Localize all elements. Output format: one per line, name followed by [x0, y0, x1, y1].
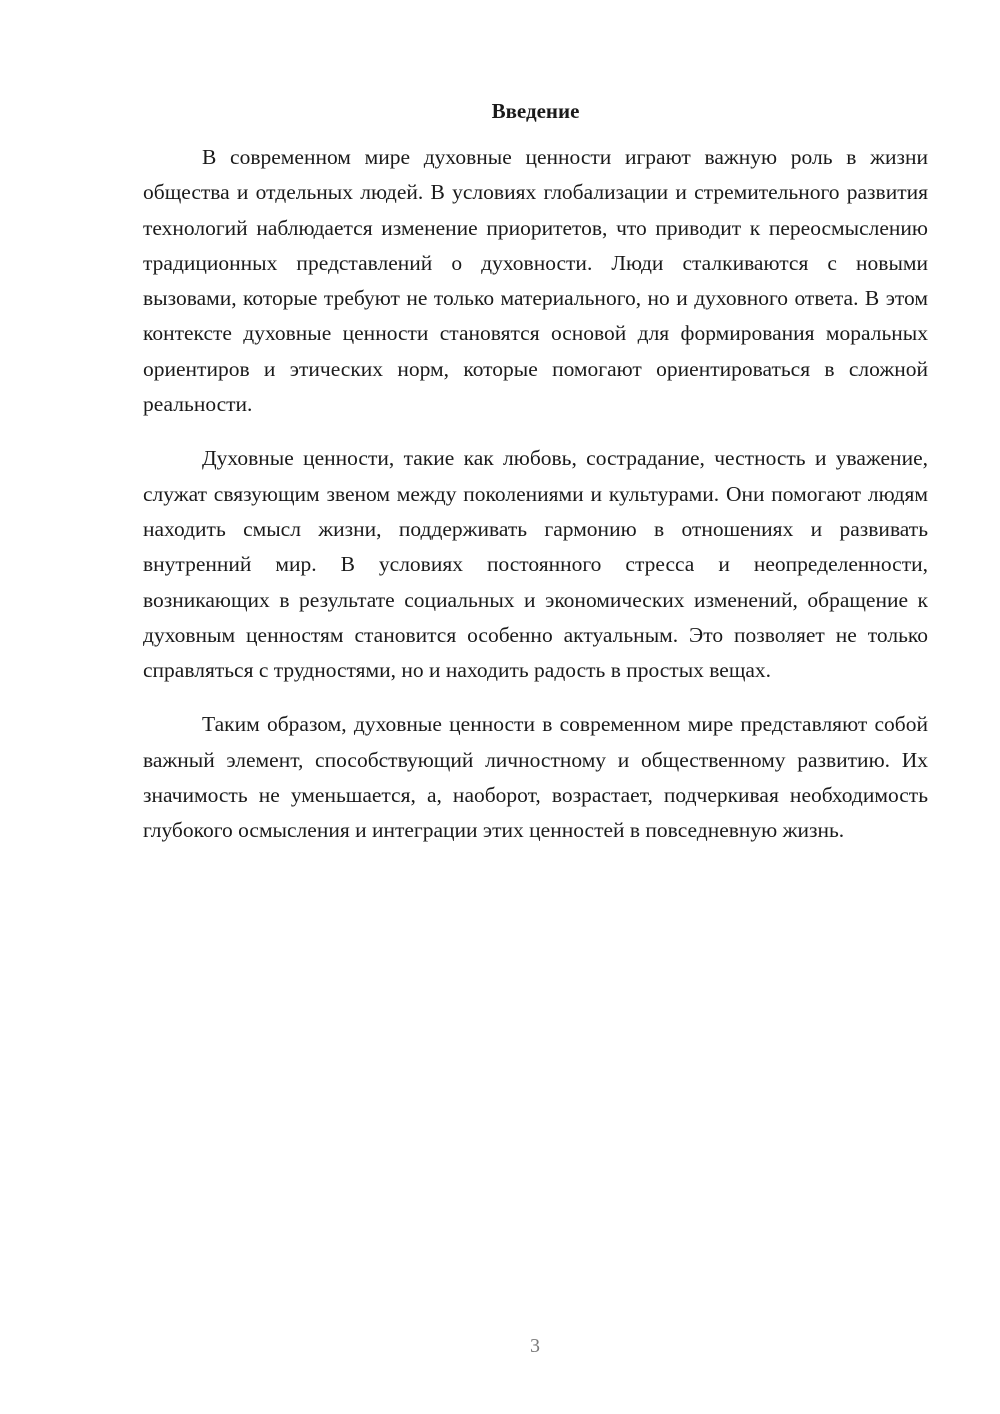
page-content	[143, 96, 928, 868]
page-number: 3	[530, 1335, 540, 1357]
paragraph-2: Духовные ценности, такие как любовь, сострадание, честность и уважение, служат связующим звеном между поколениями и культурами. Они помогают людям находить смысл жизни, поддерживать гармонию в отношениях и развивать внутренний мир. В условиях постоянного стресса и неопределенности, возникающих в результате социальных и экономических изменений, обращение к духовным ценностям становится особенно актуальным. Это позволяет не только справляться с трудностями, но и находить радость в простых вещах.	[143, 446, 928, 683]
paragraph-1: В современном мире духовные ценности играют важную роль в жизни общества и отдельных людей. В условиях глобализации и стремительного развития технологий наблюдается изменение приоритетов, что приводит к переосмыслению традиционных представлений о духовности. Люди сталкиваются с новыми вызовами, которые требуют не только материального, но и духовного ответа. В этом контексте духовные ценности становятся основой для формирования моральных ориентиров и этических норм, которые помогают ориентироваться в сложной реальности.	[143, 145, 928, 417]
paragraph-3: Таким образом, духовные ценности в современном мире представляют собой важный элемент, способствующий личностному и общественному развитию. Их значимость не уменьшается, а, наоборот, возрастает, подчеркивая необходимость глубокого осмысления и интеграции этих ценностей в повседневную жизнь.	[143, 712, 928, 843]
section-title: Введение	[491, 99, 580, 123]
